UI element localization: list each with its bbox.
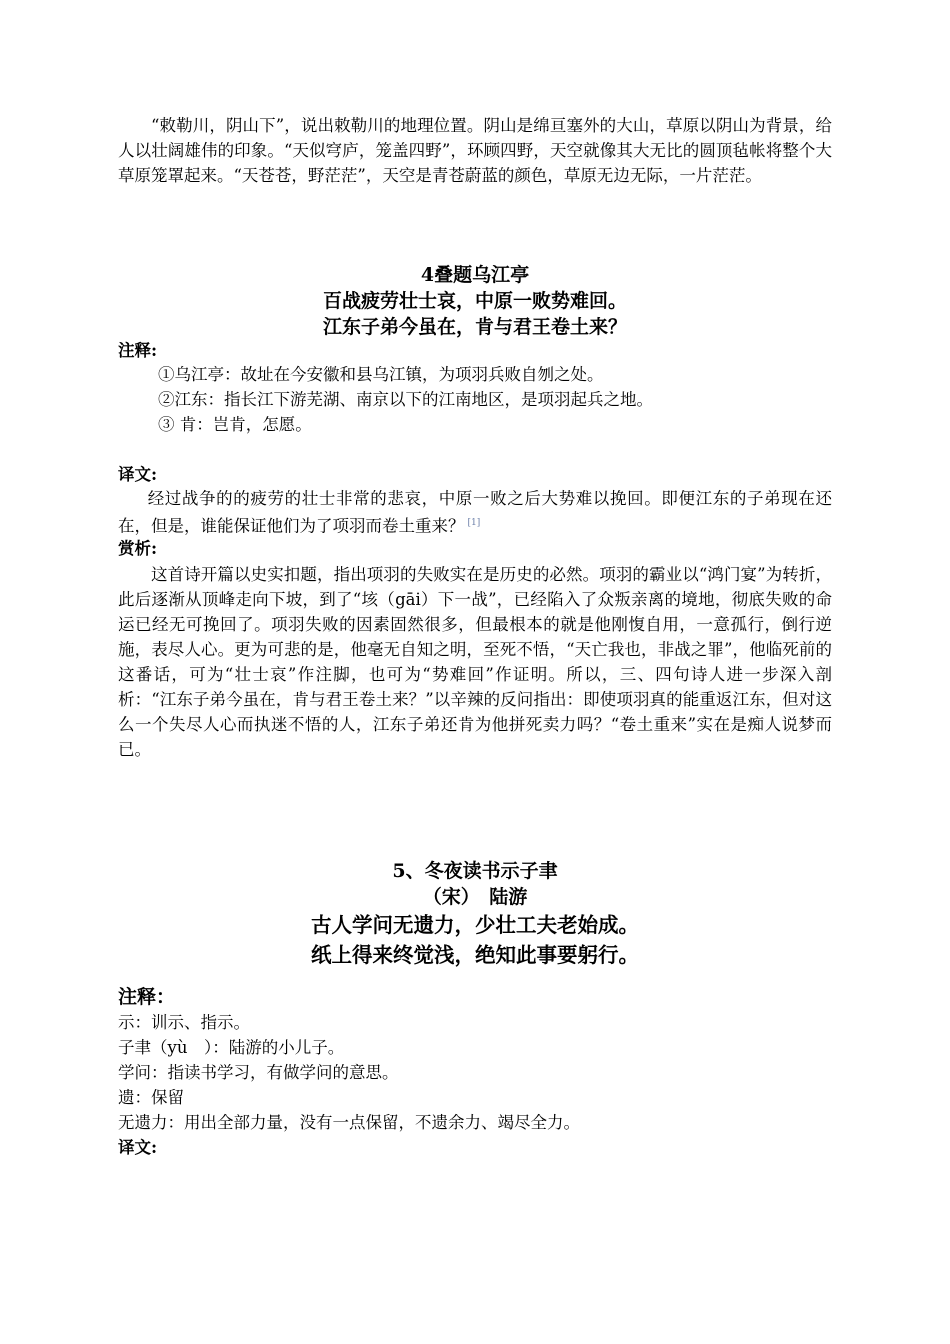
poem4-note-1: ①乌江亭：故址在今安徽和县乌江镇，为项羽兵败自刎之处。 [158,365,604,384]
intro-paragraph: “敕勒川，阴山下”，说出敕勒川的地理位置。阴山是绵亘塞外的大山，草原以阴山为背景，给人以壮阔雄伟的印象。“天似穹庐，笼盖四野”，环顾四野，天空就像其大无比的圆顶毡帐将整个大草原笼罩起来。“天苍苍，野茫茫”，天空是青苍蔚蓝的颜色，草原无边无际，一片茫茫。 [118,116,832,185]
poem5-note-3: 学问：指读书学习，有做学问的意思。 [118,1063,399,1082]
poem5-header [118,858,832,970]
poem5-translation-label: 译文: [118,1138,158,1157]
poem4-line-2: 江东子弟今虽在，肯与君王卷土来？ [322,316,627,338]
poem5-note-2: 子聿（yù ）：陆游的小儿子。 [118,1038,345,1057]
poem5-line-1: 古人学问无遗力，少壮工夫老始成。 [311,913,639,937]
poem4-translation-text: 经过战争的的疲劳的壮士非常的悲哀，中原一败之后大势难以挽回。即便江东的子弟现在还在，但是，谁能保证他们为了项羽而卷土重来？ [118,489,832,536]
poem4-header [118,262,832,340]
poem4-notes [158,362,653,437]
poem4-note-3: ③ 肯：岂肯，怎愿。 [158,415,312,434]
poem4-line-1: 百战疲劳壮士哀，中原一败势难回。 [322,290,627,312]
poem5-note-1: 示：训示、指示。 [118,1013,250,1032]
poem5-note-5: 无遗力：用出全部力量，没有一点保留，不遗余力、竭尽全力。 [118,1113,580,1132]
footnote-ref[interactable]: [1] [467,518,481,528]
poem4-note-2: ②江东：指长江下游芜湖、南京以下的江南地区，是项羽起兵之地。 [158,390,653,409]
poem4-notes-label: 注释: [118,341,158,360]
poem4-appreciation-label: 赏析: [118,539,158,558]
poem5-title: 5、冬夜读书示子聿 [392,860,558,882]
poem5-notes [118,1010,580,1135]
poem4-appreciation: 这首诗开篇以史实扣题，指出项羽的失败实在是历史的必然。项羽的霸业以“鸿门宴”为转折，此后逐渐从顶峰走向下坡，到了“垓（gāi）下一战”，已经陷入了众叛亲离的境地，彻底失败的命运已经无可挽回了。项羽失败的因素固然很多，但最根本的就是他刚愎自用，一意孤行，倒行逆施，表尽人心。更为可悲的是，他毫无自知之明，至死不悟，“天亡我也，非战之罪”，他临死前的这番话，可为“壮士哀”作注脚，也可为“势难回”作证明。所以，三、四句诗人进一步深入剖析：“江东子弟今虽在，肯与君王卷土来？”以辛辣的反问指出：即使项羽真的能重返江东，但对这么一个失尽人心而执迷不悟的人，江东子弟还肯为他拼死卖力吗？“卷土重来”实在是痴人说梦而已。 [118,565,832,759]
poem4-translation-label: 译文: [118,465,158,484]
poem5-author: （宋） 陆游 [422,886,528,908]
poem5-line-2: 纸上得来终觉浅，绝知此事要躬行。 [311,943,639,967]
poem4-translation [118,486,832,539]
poem4-title: 4叠题乌江亭 [420,264,530,286]
poem5-note-4: 遗：保留 [118,1088,184,1107]
poem5-notes-label: 注释： [118,986,176,1008]
